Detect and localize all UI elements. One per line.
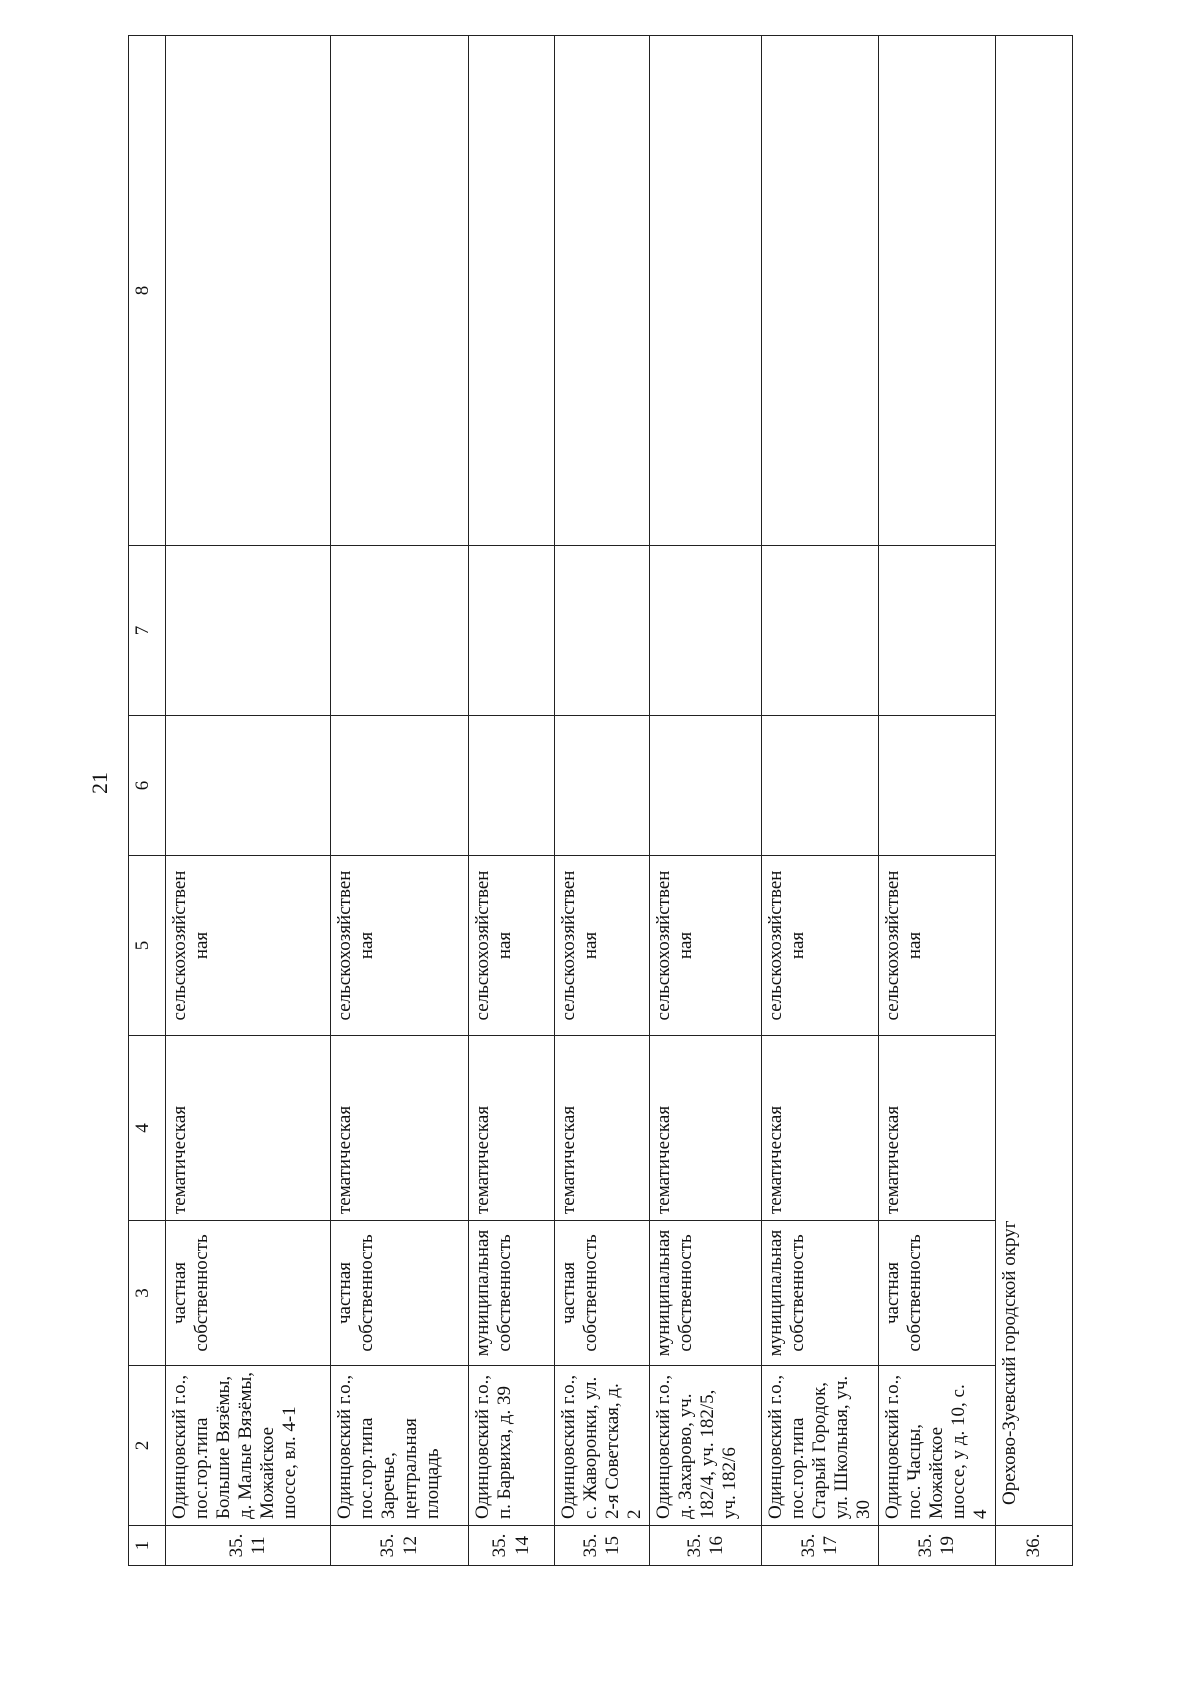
col6-cell <box>879 716 996 856</box>
table-row <box>331 36 469 1566</box>
category-cell: сельскохозяйствен ная <box>650 856 762 1036</box>
col8-cell <box>469 36 555 546</box>
header-row <box>129 36 166 1566</box>
category-cell: сельскохозяйствен ная <box>469 856 555 1036</box>
table-row <box>469 36 555 1566</box>
col6-cell <box>555 716 650 856</box>
col6-cell <box>762 716 879 856</box>
header-cell-1: 1 <box>129 1526 166 1566</box>
row-number: 35.15 <box>555 1526 650 1566</box>
ownership-cell: муниципальная собственность <box>469 1221 555 1366</box>
type-cell: тематическая <box>650 1036 762 1221</box>
col8-cell <box>331 36 469 546</box>
col6-cell <box>331 716 469 856</box>
col8-cell <box>762 36 879 546</box>
category-cell: сельскохозяйствен ная <box>331 856 469 1036</box>
type-cell: тематическая <box>555 1036 650 1221</box>
row-number: 35.16 <box>650 1526 762 1566</box>
table-row <box>650 36 762 1566</box>
ownership-cell: муниципальная собственность <box>762 1221 879 1366</box>
type-cell: тематическая <box>166 1036 331 1221</box>
category-cell: сельскохозяйствен ная <box>555 856 650 1036</box>
address-cell: Одинцовский г.о., с. Жаворонки, ул. 2-я Советская, д. 2 <box>555 1366 650 1526</box>
row-number: 35.17 <box>762 1526 879 1566</box>
col7-cell <box>469 546 555 716</box>
group-row <box>996 36 1073 1566</box>
col6-cell <box>166 716 331 856</box>
ownership-cell: муниципальная собственность <box>650 1221 762 1366</box>
col7-cell <box>879 546 996 716</box>
type-cell: тематическая <box>762 1036 879 1221</box>
col8-cell <box>879 36 996 546</box>
type-cell: тематическая <box>469 1036 555 1221</box>
address-cell: Одинцовский г.о., п. Барвиха, д. 39 <box>469 1366 555 1526</box>
category-cell: сельскохозяйствен ная <box>166 856 331 1036</box>
ownership-cell: частная собственность <box>555 1221 650 1366</box>
address-cell: Одинцовский г.о., пос.гор.типа Большие Вязёмы, д. Малые Вязёмы, Можайское шоссе, вл. 4-1 <box>166 1366 331 1526</box>
table-row <box>166 36 331 1566</box>
col7-cell <box>331 546 469 716</box>
document-table <box>128 35 1073 1566</box>
table-row <box>555 36 650 1566</box>
header-cell-3: 3 <box>129 1221 166 1366</box>
col7-cell <box>166 546 331 716</box>
header-cell-7: 7 <box>129 546 166 716</box>
ownership-cell: частная собственность <box>331 1221 469 1366</box>
table-row <box>762 36 879 1566</box>
row-number: 35.12 <box>331 1526 469 1566</box>
category-cell: сельскохозяйствен ная <box>762 856 879 1036</box>
col7-cell <box>762 546 879 716</box>
row-number: 35.19 <box>879 1526 996 1566</box>
row-number: 35.14 <box>469 1526 555 1566</box>
header-cell-4: 4 <box>129 1036 166 1221</box>
type-cell: тематическая <box>879 1036 996 1221</box>
table-row <box>879 36 996 1566</box>
col8-cell <box>555 36 650 546</box>
col7-cell <box>555 546 650 716</box>
group-title: Орехово-Зуевский городской округ <box>996 36 1073 1526</box>
address-cell: Одинцовский г.о., пос. Часцы, Можайское шоссе, у д. 10, с. 4 <box>879 1366 996 1526</box>
col7-cell <box>650 546 762 716</box>
address-cell: Одинцовский г.о., пос.гор.типа Заречье, центральная площадь <box>331 1366 469 1526</box>
address-cell: Одинцовский г.о., д. Захарово, уч. 182/4, уч. 182/5, уч. 182/6 <box>650 1366 762 1526</box>
address-cell: Одинцовский г.о., пос.гор.типа Старый Городок, ул. Школьная, уч. 30 <box>762 1366 879 1526</box>
rotated-table-container <box>128 36 1048 1566</box>
ownership-cell: частная собственность <box>879 1221 996 1366</box>
col8-cell <box>166 36 331 546</box>
row-number: 35.11 <box>166 1526 331 1566</box>
col6-cell <box>469 716 555 856</box>
header-cell-6: 6 <box>129 716 166 856</box>
type-cell: тематическая <box>331 1036 469 1221</box>
header-cell-5: 5 <box>129 856 166 1036</box>
ownership-cell: частная собственность <box>166 1221 331 1366</box>
page-number: 21 <box>87 772 112 794</box>
col8-cell <box>650 36 762 546</box>
header-cell-2: 2 <box>129 1366 166 1526</box>
header-cell-8: 8 <box>129 36 166 546</box>
group-number: 36. <box>996 1526 1073 1566</box>
category-cell: сельскохозяйствен ная <box>879 856 996 1036</box>
col6-cell <box>650 716 762 856</box>
